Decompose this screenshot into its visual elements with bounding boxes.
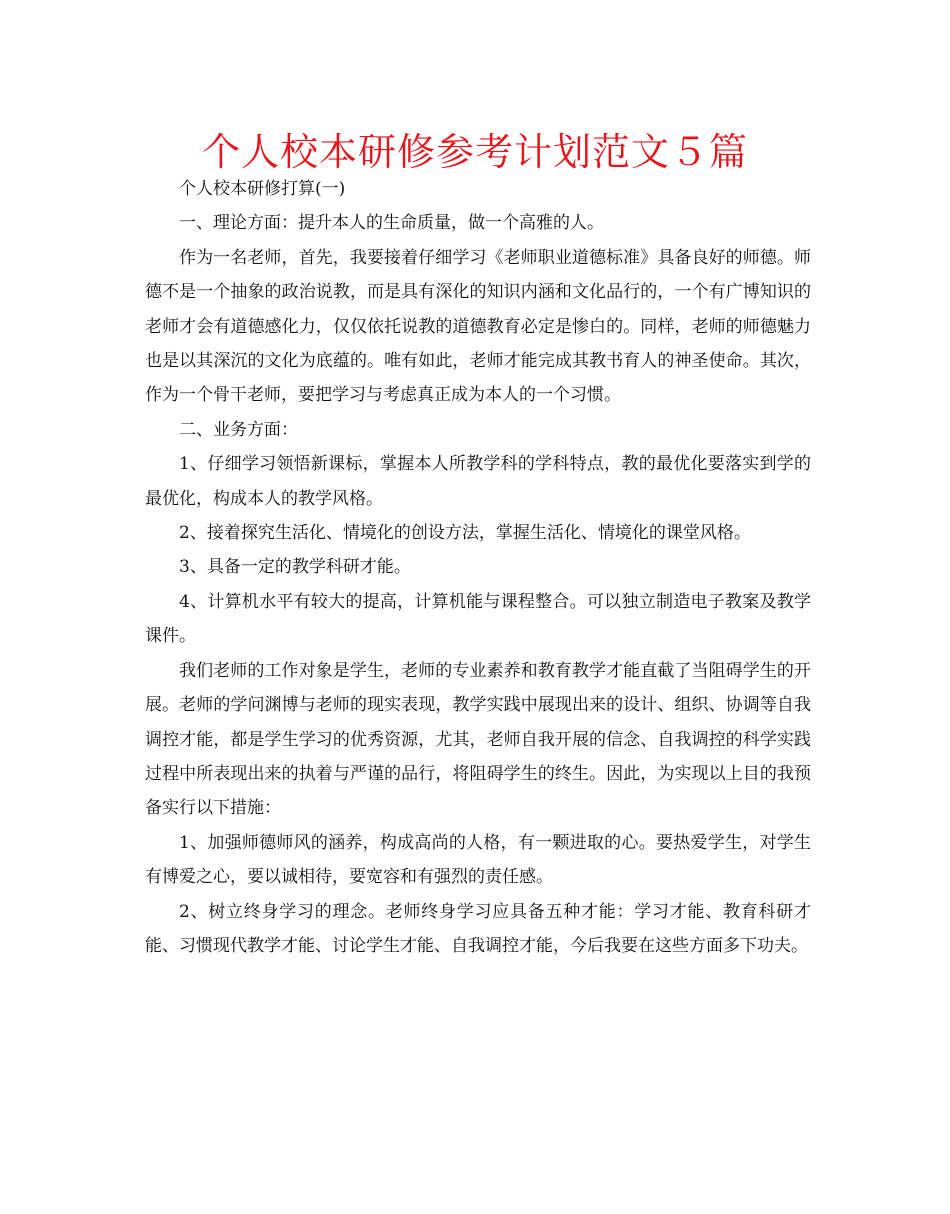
paragraph: 一、理论方面：提升本人的生命质量，做一个高雅的人。 [179, 213, 604, 234]
paragraph: 我们老师的工作对象是学生，老师的专业素养和教育教学才能直截了当阻碍学生的开展。老师的学问渊博与老师的现实表现，教学实践中展现出来的设计、组织、协调等自我调控才能，都是学生学习的优秀资源，尤其，老师自我开展的信念、自我调控的科学实践过程中所表现出来的执着与严谨的品行，将阻碍学生的终生。因此，为实现以上目的我预备实行以下措施： [145, 660, 811, 819]
paragraph: 作为一名老师，首先，我要接着仔细学习《老师职业道德标准》具备良好的师德。师德不是一个抽象的政治说教，而是具有深化的知识内涵和文化品行的，一个有广博知识的老师才会有道德感化力，仅仅依托说教的道德教育必定是惨白的。同样，老师的师德魅力也是以其深沉的文化为底蕴的。唯有如此，老师才能完成其教书育人的神圣使命。其次，作为一个骨干老师，要把学习与考虑真正成为本人的一个习惯。 [145, 247, 811, 406]
paragraph: 二、业务方面： [179, 419, 298, 440]
document-title: 个人校本研修参考计划范文５篇 [201, 130, 748, 174]
paragraph: 1、加强师德师风的涵养，构成高尚的人格，有一颗进取的心。要热爱学生，对学生有博爱之心，要以诚相待，要宽容和有强烈的责任感。 [145, 832, 811, 888]
paragraph: 2、接着探究生活化、情境化的创设方法，掌握生活化、情境化的课堂风格。 [179, 523, 751, 544]
paragraph: 1、仔细学习领悟新课标，掌握本人所教学科的学科特点，教的最优化要落实到学的最优化，构成本人的教学风格。 [145, 454, 811, 509]
paragraph: 4、计算机水平有较大的提高，计算机能与课程整合。可以独立制造电子教案及教学课件。 [145, 591, 811, 647]
section-heading: 个人校本研修打算(一) [179, 179, 346, 199]
paragraph: 3、具备一定的教学科研才能。 [179, 557, 411, 578]
paragraph: 2、树立终身学习的理念。老师终身学习应具备五种才能：学习才能、教育科研才能、习惯现代教学才能、讨论学生才能、自我调控才能，今后我要在这些方面多下功夫。 [145, 901, 811, 956]
document-body [145, 172, 811, 963]
